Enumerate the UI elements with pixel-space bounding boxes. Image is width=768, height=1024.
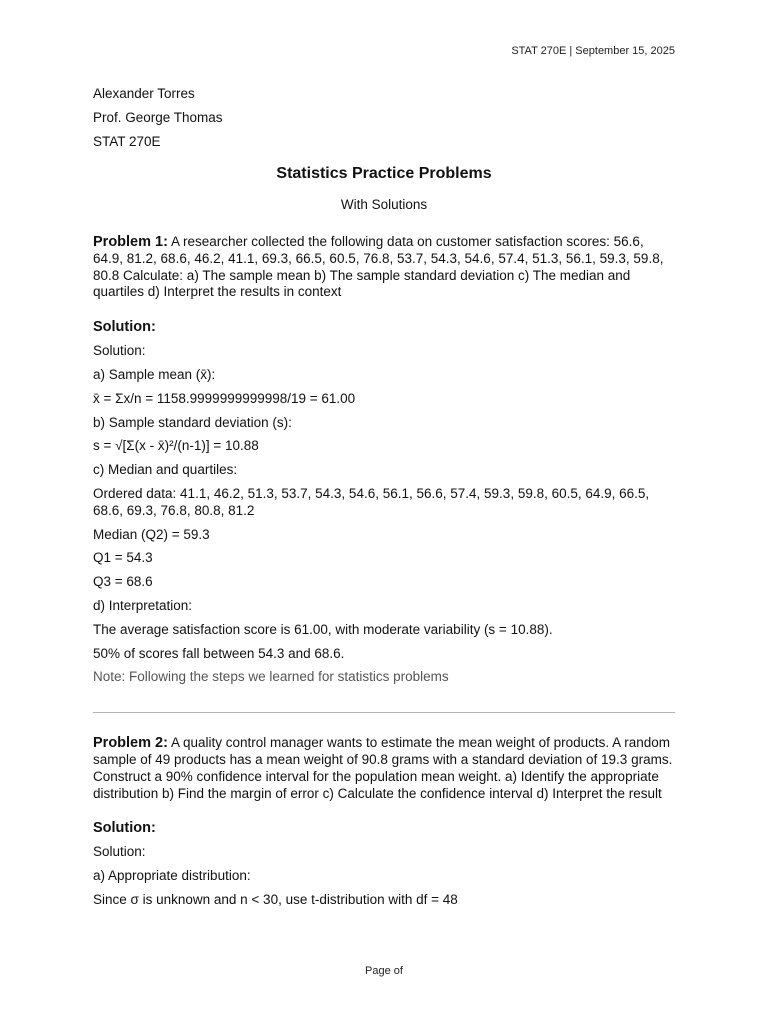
problem-1-label: Problem 1:	[93, 234, 168, 250]
solution-line: Q1 = 54.3	[93, 550, 153, 566]
solution-line: Median (Q2) = 59.3	[93, 526, 210, 542]
solution-line: Since σ is unknown and n < 30, use t-distribution with df = 48	[93, 891, 458, 907]
professor-name: Prof. George Thomas	[93, 110, 223, 125]
problem-2-label: Problem 2:	[93, 735, 168, 752]
problem-1-solution-heading: Solution:	[93, 319, 156, 336]
solution-line: d) Interpretation:	[93, 597, 193, 613]
document-subtitle: With Solutions	[340, 197, 428, 212]
section-divider	[93, 712, 675, 713]
solution-line: Solution:	[93, 844, 146, 860]
solution-line: The average satisfaction score is 61.00, with moderate variability (s = 10.88).	[93, 621, 553, 637]
student-name: Alexander Torres	[93, 86, 195, 101]
page-header: STAT 270E | September 15, 2025	[511, 45, 675, 57]
course-code: STAT 270E	[93, 134, 161, 149]
solution-line: a) Appropriate distribution:	[93, 868, 251, 884]
problem-2-solution-heading: Solution:	[93, 820, 156, 837]
solution-line: s = √[Σ(x - x̄)²/(n-1)] = 10.88	[93, 438, 259, 454]
document-title: Statistics Practice Problems	[276, 165, 492, 182]
solution-line: a) Sample mean (x̄):	[93, 366, 216, 382]
solution-line: c) Median and quartiles:	[93, 462, 238, 478]
solution-line: 50% of scores fall between 54.3 and 68.6.	[93, 645, 345, 661]
problem-2-text: A quality control manager wants to estimate the mean weight of products. A random sample of 49 products has a mean weight of 90.8 grams with a standard deviation of 19.3 grams. Construct a 90% confidence interval for the population mean weight. a) Identify the appropriate distribution b) Find the margin of error c) Calculate the confidence interval d) Interpret the result	[93, 735, 673, 801]
solution-note: Note: Following the steps we learned for statistics problems	[93, 669, 449, 685]
solution-line: Solution:	[93, 343, 146, 359]
solution-line: Ordered data: 41.1, 46.2, 51.3, 53.7, 54.3, 54.6, 56.1, 56.6, 57.4, 59.3, 59.8, 60.5, 64.9, 66.5, 68.6, 69.3, 76.8, 80.8, 81.2	[93, 485, 650, 518]
solution-line: x̄ = Σx/n = 1158.9999999999998/19 = 61.00	[93, 390, 356, 406]
problem-1-text: A researcher collected the following data on customer satisfaction scores: 56.6, 64.9, 81.2, 68.6, 46.2, 41.1, 69.3, 66.5, 60.5, 76.8, 53.7, 54.3, 54.6, 57.4, 51.3, 56.1, 59.3, 59.8, 80.8 Calculate: a) The sample mean b) The sample standard deviation c) The median and quartiles d) Interpret the results in context	[93, 234, 664, 300]
problem-1-statement	[93, 234, 675, 301]
solution-line: Q3 = 68.6	[93, 574, 153, 590]
document-body	[93, 85, 675, 916]
page-footer: Page of	[365, 965, 403, 977]
solution-line: b) Sample standard deviation (s):	[93, 414, 292, 430]
problem-2-statement	[93, 735, 675, 802]
